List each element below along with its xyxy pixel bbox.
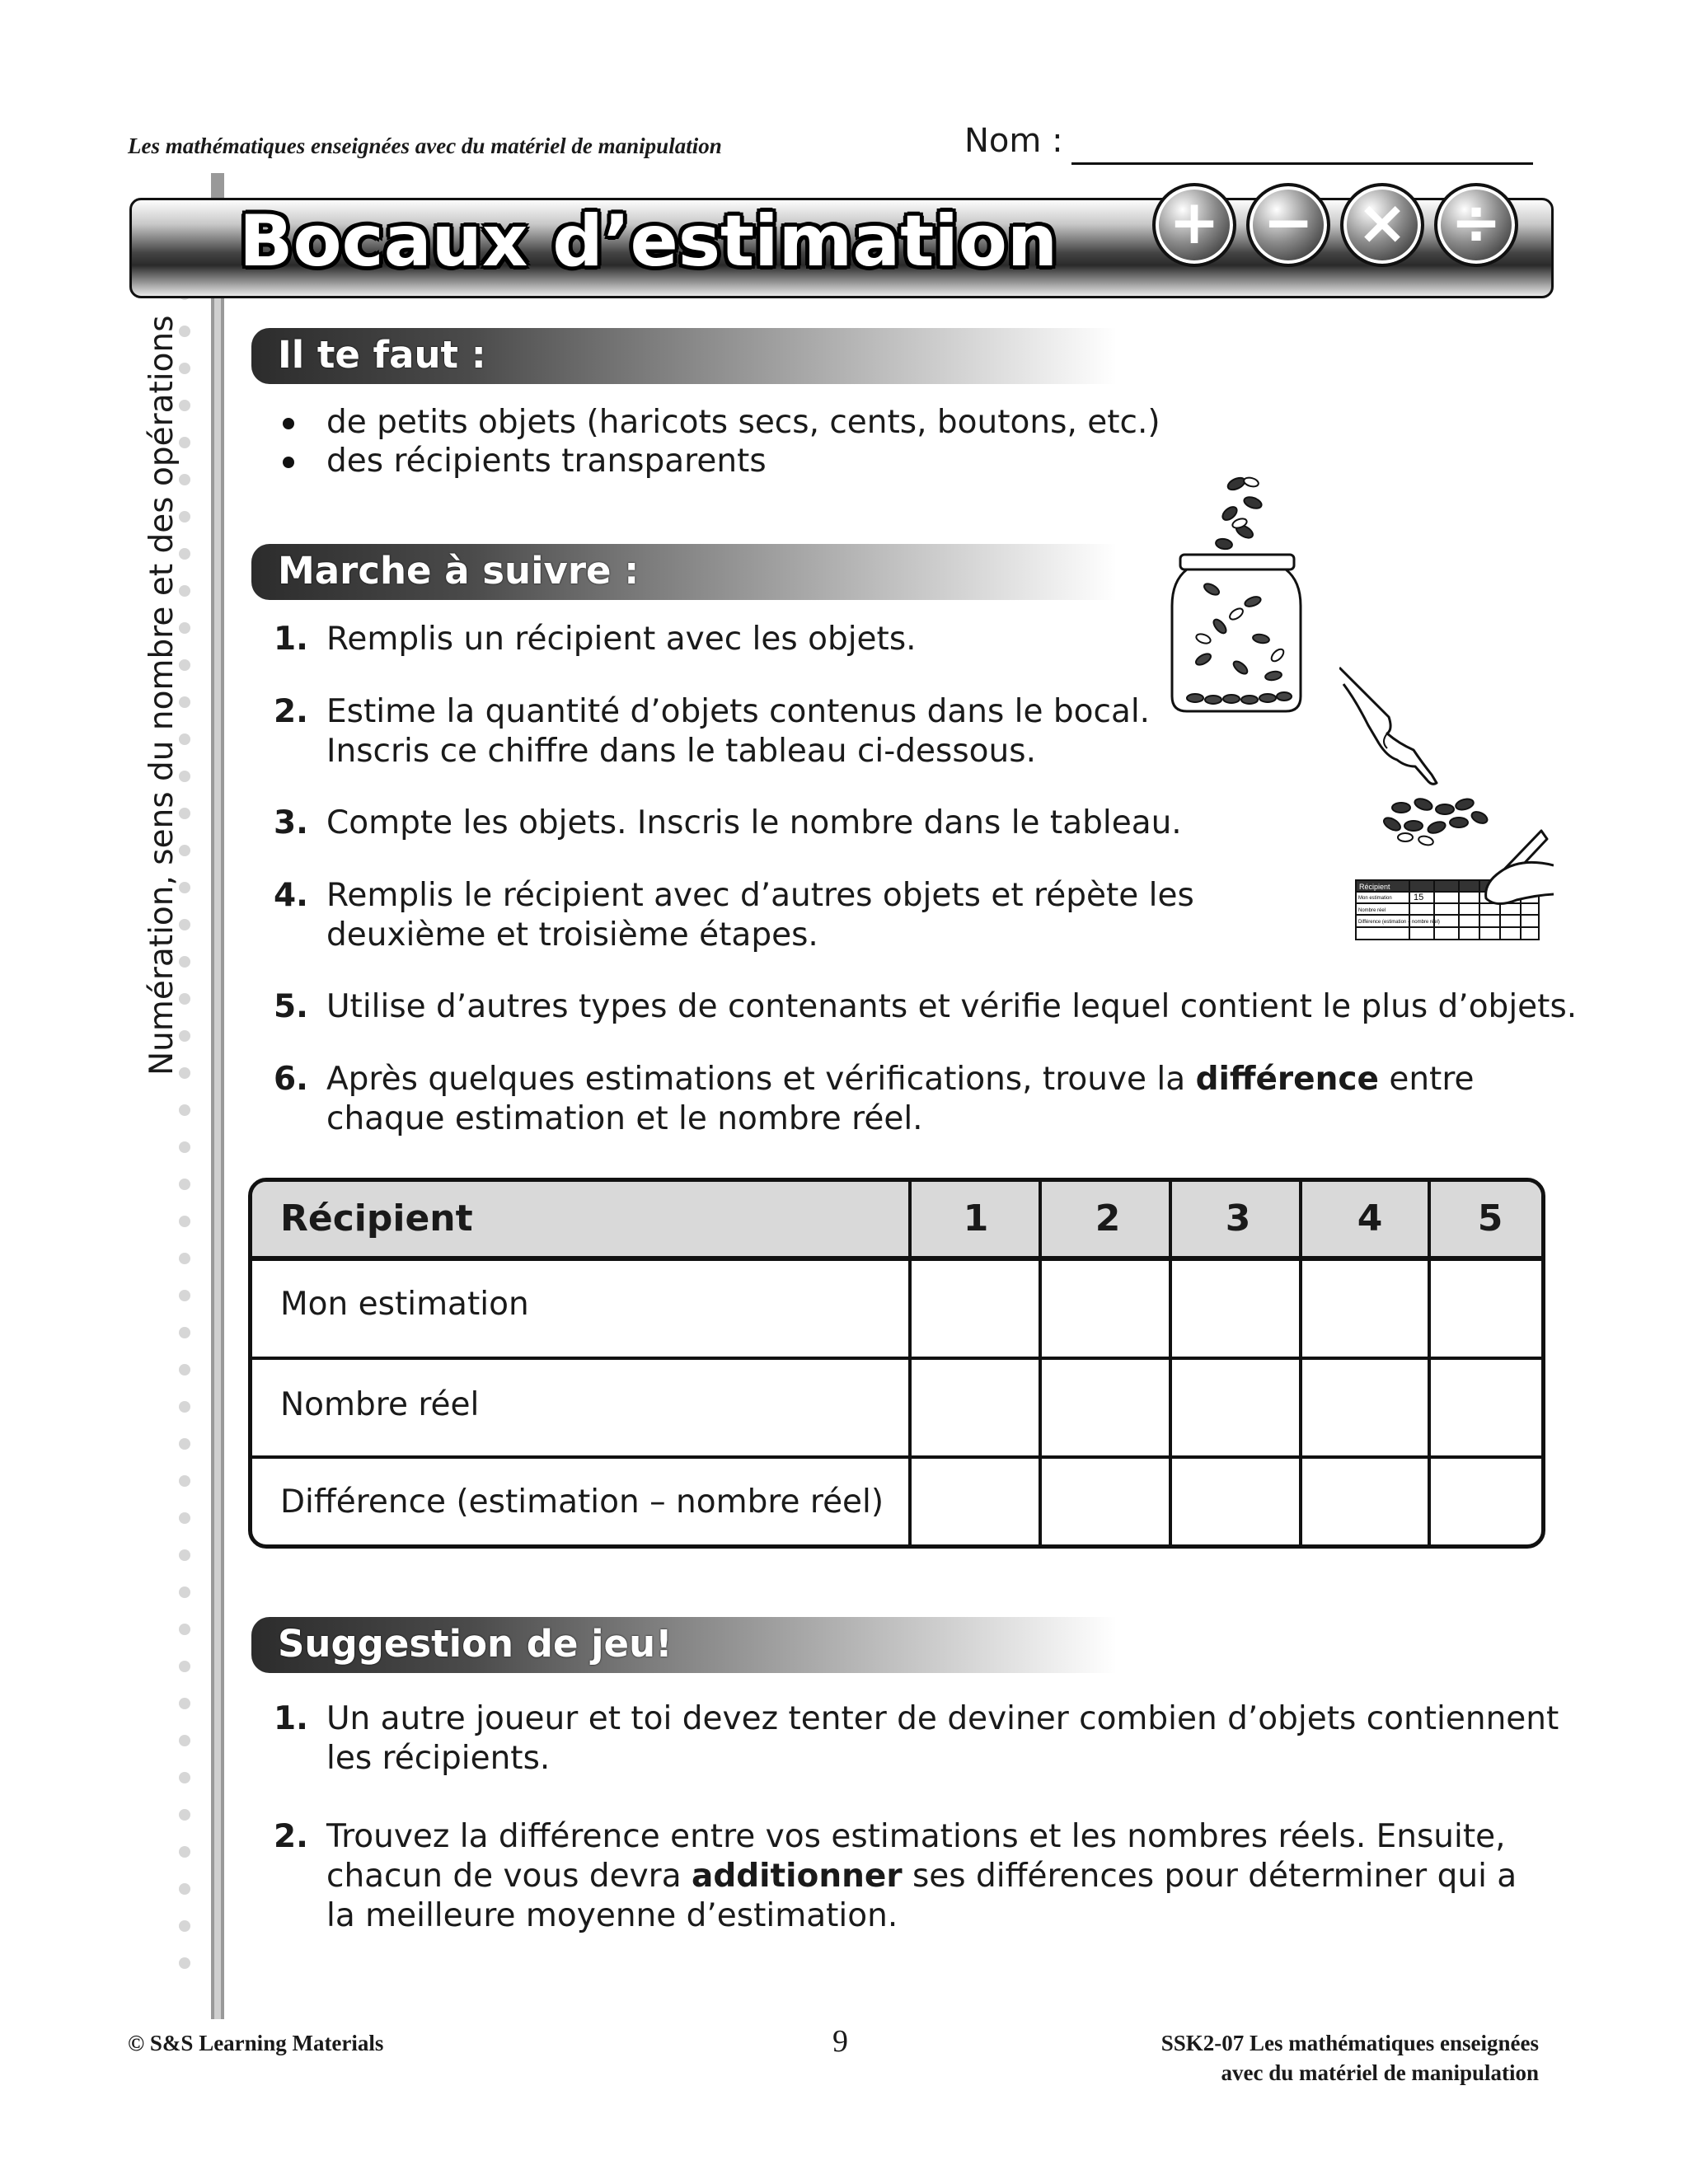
binder-dot	[179, 659, 190, 671]
bullet-icon	[283, 418, 294, 429]
product-code-line1: SSK2-07 Les mathématiques enseignées	[1160, 2031, 1539, 2055]
binder-dot	[179, 363, 190, 374]
column-header: 2	[1095, 1197, 1121, 1240]
binder-dot	[179, 511, 190, 523]
section-title-game: Suggestion de jeu!	[278, 1622, 673, 1666]
binder-dot	[179, 1772, 190, 1783]
step-text: Estime la quantité d’objets contenus dans le bocal.	[326, 693, 1151, 730]
bold-term: différence	[1195, 1061, 1379, 1098]
binder-dot	[179, 1179, 190, 1190]
product-code-line2: avec du matériel de manipulation	[1221, 2060, 1539, 2085]
binder-dot	[179, 400, 190, 411]
name-label: Nom :	[964, 122, 1063, 160]
column-header: 1	[963, 1197, 989, 1240]
step-text: Un autre joueur et toi devez tenter de deviner combien d’objets contiennent	[326, 1700, 1559, 1737]
mini-table-value: 15	[1414, 893, 1424, 902]
binder-dot	[179, 1104, 190, 1116]
times-icon: ×	[1340, 183, 1424, 267]
step-text-part: ses différences pour déterminer qui a	[902, 1858, 1517, 1895]
binder-dot	[179, 1586, 190, 1598]
binder-dot	[179, 1253, 190, 1264]
mini-table-row-label: Nombre réel	[1358, 908, 1386, 913]
page-title: Bocaux d’estimation	[239, 200, 1058, 283]
binder-dot	[179, 1735, 190, 1746]
binder-dot	[179, 622, 190, 634]
binder-dot	[179, 808, 190, 819]
bullet-icon	[283, 457, 294, 468]
mini-table-row-label: Différence (estimation – nombre réel)	[1358, 920, 1440, 925]
column-header: 5	[1477, 1197, 1503, 1240]
page-number: 9	[832, 2024, 848, 2059]
binder-dot	[179, 771, 190, 782]
binder-dot	[179, 1475, 190, 1487]
mini-table-header: Récipient	[1359, 883, 1390, 891]
binder-dot	[179, 845, 190, 856]
column-header: 4	[1357, 1197, 1383, 1240]
binder-dot	[179, 326, 190, 337]
step-text: Remplis un récipient avec les objets.	[326, 621, 917, 658]
step-text-part: entre	[1378, 1061, 1475, 1098]
binder-dot	[179, 1141, 190, 1153]
table-row-label: Mon estimation	[280, 1286, 529, 1323]
step-number: 6.	[274, 1061, 308, 1098]
binder-dot	[179, 1809, 190, 1821]
step-number: 3.	[274, 804, 308, 841]
binder-dot	[179, 882, 190, 893]
step-text-part: chacun de vous devra	[326, 1858, 692, 1895]
binder-dot	[179, 696, 190, 708]
binder-dot	[179, 1920, 190, 1932]
step-number: 1.	[274, 1700, 308, 1737]
step-number: 2.	[274, 1818, 308, 1855]
binder-dot	[179, 1067, 190, 1079]
bold-term: additionner	[692, 1858, 903, 1895]
bean-jar-illustration	[1154, 466, 1335, 721]
step-text: Compte les objets. Inscris le nombre dans le tableau.	[326, 804, 1182, 841]
binder-dot	[179, 956, 190, 968]
step-text: Utilise d’autres types de contenants et vérifie lequel contient le plus d’objets.	[326, 988, 1578, 1025]
series-title: Les mathématiques enseignées avec du matériel de manipulation	[128, 134, 722, 158]
plus-icon: +	[1152, 183, 1236, 267]
mini-table-row-label: Mon estimation	[1358, 896, 1392, 901]
side-topic-label: Numération, sens du nombre et des opérations	[143, 315, 181, 1076]
binder-dot	[179, 1624, 190, 1635]
step-text: la meilleure moyenne d’estimation.	[326, 1897, 898, 1934]
table-row-label: Nombre réel	[280, 1386, 480, 1423]
binder-dot	[179, 1883, 190, 1895]
step-number: 4.	[274, 877, 308, 914]
step-text	[326, 1060, 1475, 1099]
binder-dot	[179, 919, 190, 930]
binder-dot	[179, 585, 190, 597]
binder-dot	[179, 1957, 190, 1969]
binder-dot	[179, 474, 190, 485]
divide-icon: ÷	[1434, 183, 1518, 267]
binder-dot	[179, 733, 190, 745]
binder-dot	[179, 1438, 190, 1450]
column-header: 3	[1225, 1197, 1251, 1240]
counting-hands-illustration	[1339, 651, 1554, 948]
step-text: Inscris ce chiffre dans le tableau ci-dessous.	[326, 733, 1036, 770]
binder-dot	[179, 1364, 190, 1376]
binder-dot	[179, 1327, 190, 1338]
list-item-text: des récipients transparents	[326, 443, 767, 480]
copyright: © S&S Learning Materials	[128, 2031, 384, 2055]
binder-dot	[179, 437, 190, 448]
binder-dot	[179, 993, 190, 1005]
table-row-label: Différence (estimation – nombre réel)	[280, 1483, 884, 1521]
minus-icon: −	[1246, 183, 1330, 267]
margin-bar-inner	[214, 297, 221, 2019]
list-item-text: de petits objets (haricots secs, cents, boutons, etc.)	[326, 404, 1160, 441]
binder-dot	[179, 1512, 190, 1524]
step-text: Remplis le récipient avec d’autres objets et répète les	[326, 877, 1194, 914]
binder-dot	[179, 1698, 190, 1709]
step-number: 2.	[274, 693, 308, 730]
binder-dot	[179, 1401, 190, 1413]
step-text-part: Après quelques estimations et vérifications, trouve la	[326, 1061, 1196, 1098]
section-title-procedure: Marche à suivre :	[278, 549, 640, 593]
binder-dot	[179, 1549, 190, 1561]
step-number: 1.	[274, 621, 308, 658]
step-text: Trouvez la différence entre vos estimations et les nombres réels. Ensuite,	[326, 1818, 1506, 1855]
binder-dot	[179, 548, 190, 560]
table-header-label: Récipient	[280, 1197, 473, 1240]
step-text: les récipients.	[326, 1740, 551, 1777]
binder-dot	[179, 1290, 190, 1301]
step-text: chaque estimation et le nombre réel.	[326, 1100, 923, 1137]
binder-dot	[179, 1030, 190, 1042]
binder-dot	[179, 1661, 190, 1672]
binder-dot	[179, 1216, 190, 1227]
step-number: 5.	[274, 988, 308, 1025]
name-line	[1071, 162, 1533, 165]
step-text	[326, 1857, 1517, 1896]
section-title-materials: Il te faut :	[278, 333, 486, 377]
binder-dot	[179, 1846, 190, 1858]
estimation-table	[248, 1178, 1545, 1549]
step-text: deuxième et troisième étapes.	[326, 916, 818, 954]
